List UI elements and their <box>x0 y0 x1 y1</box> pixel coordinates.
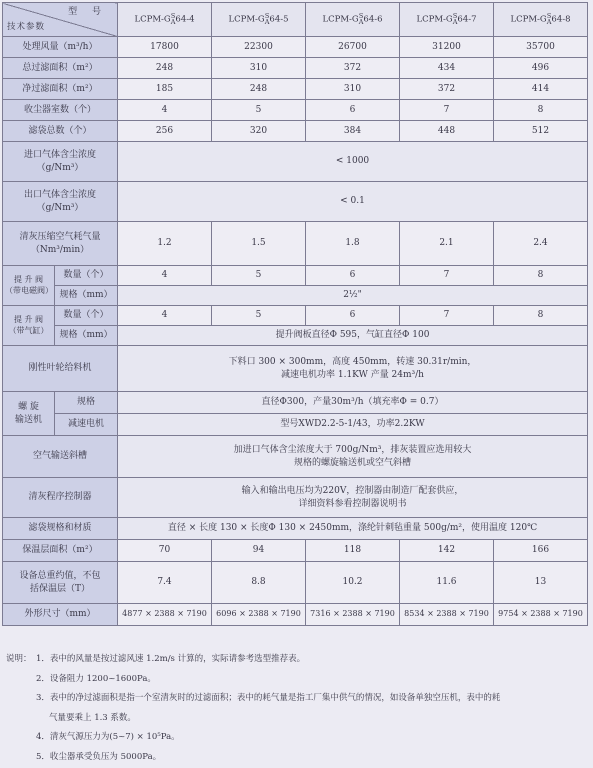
cell-value: 11.6 <box>400 562 494 604</box>
cell-value: 8 <box>494 306 588 326</box>
cell-value: 320 <box>212 121 306 142</box>
row-lift-valve-mag-spec <box>3 286 588 306</box>
model-header: LCPM-GS A64-5 <box>212 3 306 37</box>
row-air-slide <box>3 436 588 478</box>
label-line: 括保温层（T） <box>29 583 90 594</box>
cell-value: 434 <box>400 58 494 79</box>
row-lift-valve-mag-qty <box>3 266 588 286</box>
sub-label: 数量（个） <box>55 306 118 326</box>
cell-value: 248 <box>118 58 212 79</box>
note-item: 4．清灰气源压力为(5~7) × 10⁵Pa。 <box>36 732 180 742</box>
row-total-weight <box>3 562 588 604</box>
row-label: 处理风量（m³/h） <box>3 37 118 58</box>
label-line: （带电磁阀） <box>5 285 53 295</box>
cell-value: 35700 <box>494 37 588 58</box>
cell-value: 94 <box>212 540 306 562</box>
cell-value: 17800 <box>118 37 212 58</box>
row-label: 总过滤面积（m²） <box>3 58 118 79</box>
cell-value: 384 <box>306 121 400 142</box>
row-label <box>3 142 118 182</box>
corner-cell <box>3 3 118 37</box>
value-line: 下料口 300 × 300mm，高度 450mm，转速 30.31r/min， <box>228 357 477 368</box>
notes-title: 说明： <box>6 654 32 664</box>
row-screw-spec <box>3 392 588 414</box>
row-label <box>3 222 118 266</box>
cell-value: 372 <box>400 79 494 100</box>
label-line: 提 升 阀 <box>13 274 44 284</box>
note-item: 5．收尘器承受负压为 5000Pa。 <box>36 751 162 762</box>
cell-value: 6 <box>306 266 400 286</box>
cell-value: 2.1 <box>400 222 494 266</box>
row-label: 滤袋规格和材质 <box>3 518 118 540</box>
merged-value <box>118 478 588 518</box>
spec-table <box>2 2 588 626</box>
cell-value: 310 <box>306 79 400 100</box>
sub-label: 规格（mm） <box>55 326 118 346</box>
row-screw-motor <box>3 414 588 436</box>
value-line: 减速电机功率 1.1KW 产量 24m³/h <box>281 369 424 380</box>
merged-value <box>118 346 588 392</box>
cell-value: 31200 <box>400 37 494 58</box>
label-line: 设备总重约值，不包 <box>19 571 101 582</box>
cell-value: 248 <box>212 79 306 100</box>
note-item: 2．设备阻力 1200~1600Pa。 <box>36 673 156 684</box>
merged-value: < 1000 <box>118 142 588 182</box>
cell-value: 26700 <box>306 37 400 58</box>
row-label: 空气输送斜槽 <box>3 436 118 478</box>
cell-value: 5 <box>212 266 306 286</box>
merged-value: 直径 × 长度 130 × 长度Φ 130 × 2450mm，涤纶针刺毡重量 500g/m²，使用温度 120℃ <box>118 518 588 540</box>
merged-value: < 0.1 <box>118 182 588 222</box>
row-label: 净过滤面积（m²） <box>3 79 118 100</box>
cell-value: 4 <box>118 266 212 286</box>
cell-value: 448 <box>400 121 494 142</box>
value-line: 详细资料参看控制器说明书 <box>298 498 407 509</box>
cell-value: 8 <box>494 100 588 121</box>
cell-value: 7 <box>400 100 494 121</box>
row-bags <box>3 121 588 142</box>
merged-value: 2½" <box>118 286 588 306</box>
model-header: LCPM-GS A64-4 <box>118 3 212 37</box>
cell-value: 1.2 <box>118 222 212 266</box>
group-label <box>3 306 55 346</box>
cell-value: 185 <box>118 79 212 100</box>
cell-value: 8534 × 2388 × 7190 <box>400 604 494 626</box>
label-line: 螺 旋 <box>18 402 39 413</box>
row-rotary-feeder <box>3 346 588 392</box>
label-line: （g/Nm³） <box>36 162 84 173</box>
sub-label: 减速电机 <box>55 414 118 436</box>
label-line: 进口气体含尘浓度 <box>23 150 96 161</box>
cell-value: 6096 × 2388 × 7190 <box>212 604 306 626</box>
row-label: 刚性叶轮给料机 <box>3 346 118 392</box>
row-chambers <box>3 100 588 121</box>
cell-value: 7316 × 2388 × 7190 <box>306 604 400 626</box>
cell-value: 6 <box>306 306 400 326</box>
cell-value: 8 <box>494 266 588 286</box>
cell-value: 1.8 <box>306 222 400 266</box>
label-line: （Nm³/min） <box>30 244 90 255</box>
cell-value: 70 <box>118 540 212 562</box>
row-air-consumption <box>3 222 588 266</box>
cell-value: 22300 <box>212 37 306 58</box>
merged-value: 直径Φ300，产量30m³/h（填充率Φ = 0.7） <box>118 392 588 414</box>
cell-value: 496 <box>494 58 588 79</box>
cell-value: 166 <box>494 540 588 562</box>
row-net-area <box>3 79 588 100</box>
merged-value: 提升阀板直径Φ 595，气缸直径Φ 100 <box>118 326 588 346</box>
cell-value: 7 <box>400 306 494 326</box>
row-controller <box>3 478 588 518</box>
cell-value: 118 <box>306 540 400 562</box>
cell-value: 13 <box>494 562 588 604</box>
note-item: 3．表中的净过滤面积是指一个室清灰时的过滤面积；表中的耗气量是指工厂集中供气的情况，如设备单独空压机，表中的耗 <box>36 693 501 703</box>
sub-label: 规格（mm） <box>55 286 118 306</box>
row-label: 滤袋总数（个） <box>3 121 118 142</box>
cell-value: 142 <box>400 540 494 562</box>
header-row <box>3 3 588 37</box>
cell-value: 1.5 <box>212 222 306 266</box>
sub-label: 数量（个） <box>55 266 118 286</box>
label-line: 输送机 <box>14 414 42 425</box>
row-total-area <box>3 58 588 79</box>
row-label <box>3 562 118 604</box>
row-lift-valve-cyl-spec <box>3 326 588 346</box>
corner-param-label: 技术参数 <box>7 21 46 32</box>
row-insulation-area <box>3 540 588 562</box>
cell-value: 10.2 <box>306 562 400 604</box>
sub-label: 规格 <box>55 392 118 414</box>
label-line: （带气缸） <box>8 325 49 335</box>
row-label: 清灰程序控制器 <box>3 478 118 518</box>
value-line: 加进口气体含尘浓度大于 700g/Nm³，排灰装置应选用较大 <box>233 445 472 456</box>
row-filter-bag <box>3 518 588 540</box>
label-line: （g/Nm³） <box>36 202 84 213</box>
row-air-volume <box>3 37 588 58</box>
cell-value: 7 <box>400 266 494 286</box>
cell-value: 5 <box>212 306 306 326</box>
model-header: LCPM-GS A64-7 <box>400 3 494 37</box>
label-line: 提 升 阀 <box>13 314 44 324</box>
cell-value: 6 <box>306 100 400 121</box>
row-label: 外形尺寸（mm） <box>3 604 118 626</box>
note-item-continued: 气量要乘上 1.3 系数。 <box>49 712 136 723</box>
cell-value: 256 <box>118 121 212 142</box>
value-line: 输入和输出电压均为220V，控制器由制造厂配套供应， <box>241 486 464 497</box>
row-label <box>3 182 118 222</box>
group-label <box>3 266 55 306</box>
model-header: LCPM-GS A64-6 <box>306 3 400 37</box>
notes <box>6 650 586 767</box>
row-label: 收尘器室数（个） <box>3 100 118 121</box>
corner-model-label: 型 号 <box>68 7 107 17</box>
row-dimensions <box>3 604 588 626</box>
label-line: 出口气体含尘浓度 <box>23 190 96 201</box>
cell-value: 5 <box>212 100 306 121</box>
cell-value: 4877 × 2388 × 7190 <box>118 604 212 626</box>
cell-value: 372 <box>306 58 400 79</box>
cell-value: 310 <box>212 58 306 79</box>
cell-value: 4 <box>118 306 212 326</box>
cell-value: 2.4 <box>494 222 588 266</box>
row-lift-valve-cyl-qty <box>3 306 588 326</box>
cell-value: 7.4 <box>118 562 212 604</box>
cell-value: 512 <box>494 121 588 142</box>
cell-value: 4 <box>118 100 212 121</box>
label-line: 清灰压缩空气耗气量 <box>19 232 101 243</box>
row-outlet-dust <box>3 182 588 222</box>
value-line: 规格的螺旋输送机或空气斜槽 <box>293 457 411 468</box>
row-label: 保温层面积（m²） <box>3 540 118 562</box>
group-label <box>3 392 55 436</box>
row-inlet-dust <box>3 142 588 182</box>
cell-value: 414 <box>494 79 588 100</box>
note-item <box>6 650 586 670</box>
merged-value <box>118 436 588 478</box>
cell-value: 9754 × 2388 × 7190 <box>494 604 588 626</box>
cell-value: 8.8 <box>212 562 306 604</box>
merged-value: 型号XWD2.2-5-1/43，功率2.2KW <box>118 414 588 436</box>
note-text: 1．表中的风量是按过滤风速 1.2m/s 计算的，实际请参考选型推荐表。 <box>36 654 306 664</box>
model-header: LCPM-GS A64-8 <box>494 3 588 37</box>
